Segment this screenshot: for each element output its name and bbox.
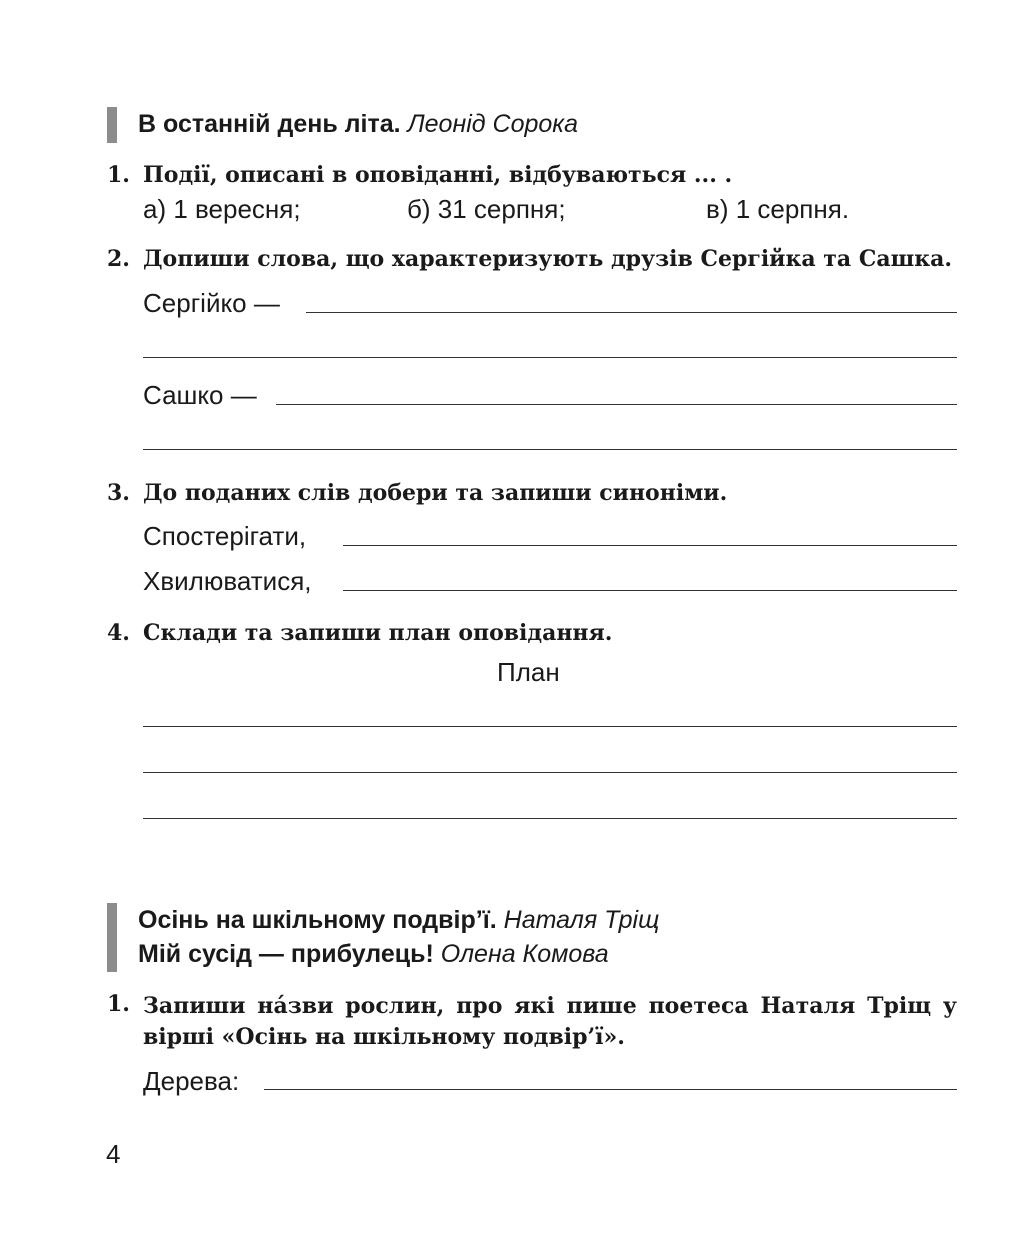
answer-line[interactable] bbox=[343, 545, 957, 546]
answer-option-b[interactable]: б) 31 серпня; bbox=[407, 194, 566, 224]
answer-line[interactable] bbox=[143, 449, 957, 450]
story-title: Мій сусід — прибулець! bbox=[138, 940, 434, 968]
question-number: 1. bbox=[107, 162, 130, 188]
section-marker-bar bbox=[107, 903, 117, 972]
section-title bbox=[138, 906, 659, 935]
section-title bbox=[138, 110, 578, 139]
answer-option-a[interactable]: а) 1 вересня; bbox=[143, 194, 301, 224]
answer-line[interactable] bbox=[343, 590, 957, 591]
answer-line[interactable] bbox=[276, 404, 957, 405]
story-author: Олена Комова bbox=[440, 940, 609, 968]
poem-author: Наталя Тріщ bbox=[503, 906, 660, 934]
answer-line[interactable] bbox=[306, 312, 957, 313]
answer-line[interactable] bbox=[143, 357, 957, 358]
field-label: Сергійко — bbox=[143, 288, 280, 318]
question-number: 4. bbox=[107, 620, 130, 646]
question-text: Склади та запиши план оповідання. bbox=[143, 620, 613, 646]
plan-heading: План bbox=[497, 657, 560, 687]
field-label: Дерева: bbox=[143, 1066, 240, 1096]
section-marker-bar bbox=[107, 107, 117, 143]
answer-line[interactable] bbox=[264, 1089, 957, 1090]
answer-line[interactable] bbox=[143, 818, 957, 819]
story-author: Леонід Сорока bbox=[407, 110, 579, 138]
question-number: 2. bbox=[107, 246, 130, 272]
field-label: Сашко — bbox=[143, 380, 257, 410]
answer-line[interactable] bbox=[143, 726, 957, 727]
answer-line[interactable] bbox=[143, 772, 957, 773]
question-text: Події, описані в оповіданні, відбуваються ... . bbox=[143, 162, 733, 188]
question-number: 3. bbox=[107, 480, 130, 506]
poem-title: Осінь на шкільному подвір’ї. bbox=[138, 906, 497, 934]
answer-option-c[interactable]: в) 1 серпня. bbox=[706, 194, 850, 224]
question-text: До поданих слів добери та запиши синоніми. bbox=[143, 480, 728, 506]
section-title bbox=[138, 940, 609, 969]
question-number: 1. bbox=[107, 991, 130, 1017]
word-label: Спостерігати, bbox=[143, 521, 307, 551]
page-number: 4 bbox=[106, 1139, 121, 1169]
question-text: Запиши на́зви рослин, про які пише поетеса Наталя Тріщ у вірші «Осінь на шкільному подвір’ї». bbox=[143, 993, 957, 1050]
word-label: Хвилюватися, bbox=[143, 566, 312, 596]
story-title: В останній день літа. bbox=[138, 110, 401, 138]
question-text: Допиши слова, що характеризують друзів Сергійка та Сашка. bbox=[143, 246, 953, 272]
